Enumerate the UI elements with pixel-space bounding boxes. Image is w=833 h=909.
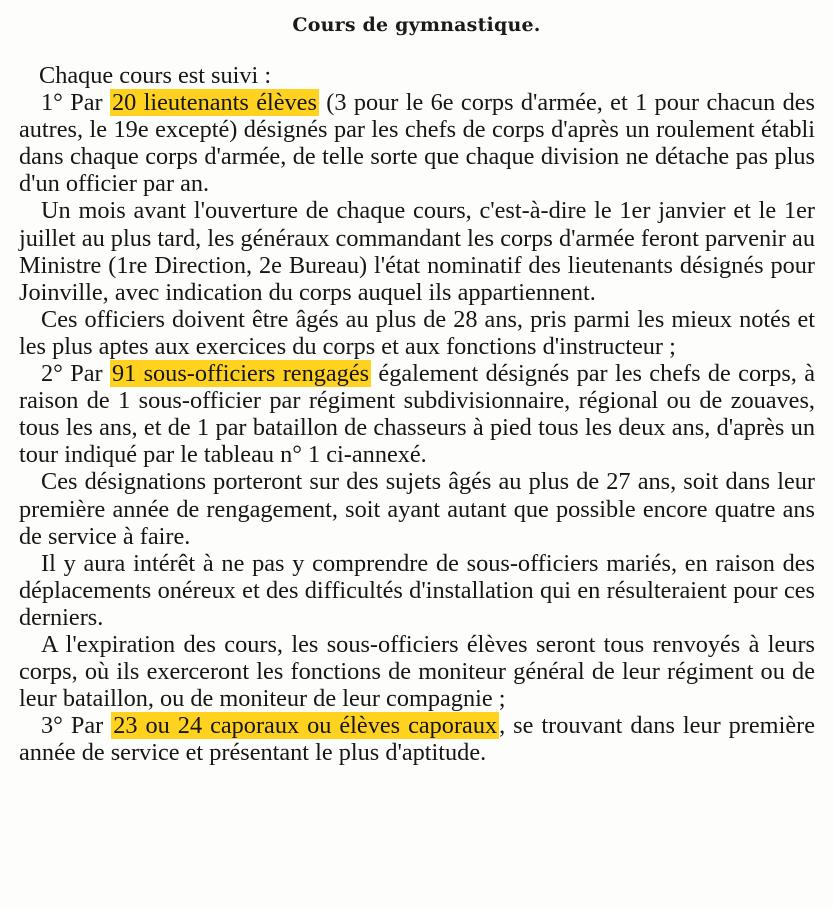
page-title: Cours de gymnastique.	[292, 14, 541, 36]
item-2-text: également désignés par les chefs de corps, à raison de 1 sous-officier par régiment subdivisionnaire, régional ou de zouaves, tous les ans, et de 1 par bataillon de chasseurs à pied tous les deux ans, d'après un tour indiqué par le tableau n° 1 ci-annexé.	[19, 360, 815, 469]
item-1-text: (3 pour le 6e corps d'armée, et 1 pour chacun des autres, le 19e excepté) désignés par les chefs de corps d'après un roulement établi dans chaque corps d'armée, de telle sorte que chaque division ne détache pas plus d'un officier par an.	[19, 89, 815, 198]
highlight-lieutenants: 20 lieutenants élèves	[111, 89, 317, 117]
paragraph-deadline: Un mois avant l'ouverture de chaque cours, c'est-à-dire le 1er janvier et le 1er juillet au plus tard, les généraux commandant les corps d'armée feront parvenir au Ministre (1re Direction, 2e Bureau) l'état nominatif des lieutenants désignés pour Joinville, avec indication du corps auquel ils appartiennent.	[19, 197, 815, 306]
paragraph-intro: Chaque cours est suivi :	[39, 62, 272, 89]
document-body	[19, 62, 815, 766]
item-3-text: , se trouvant dans leur première année de service et présentant le plus d'aptitude.	[19, 712, 815, 767]
paragraph-designations: Ces désignations porteront sur des sujets âgés au plus de 27 ans, soit dans leur première année de rengagement, soit ayant autant que possible encore quatre ans de service à faire.	[19, 468, 815, 550]
paragraph-married: Il y aura intérêt à ne pas y comprendre de sous-officiers mariés, en raison des déplacements onéreux et des difficultés d'installation qui en résulteraient pour ces derniers.	[19, 549, 815, 631]
highlight-sous-officiers: 91 sous-officiers rengagés	[111, 360, 370, 388]
paragraph-item-2	[19, 360, 815, 468]
item-3-prefix: 3° Par	[41, 712, 112, 740]
highlight-caporaux: 23 ou 24 caporaux ou élèves caporaux	[113, 712, 498, 740]
item-1-prefix: 1° Par	[41, 89, 110, 117]
paragraph-expiration: A l'expiration des cours, les sous-officiers élèves seront tous renvoyés à leurs corps, où ils exerceront les fonctions de moniteur général de leur régiment ou de leur bataillon, ou de moniteur de leur compagnie ;	[19, 630, 815, 713]
paragraph-item-3	[19, 712, 815, 766]
paragraph-item-1	[19, 89, 815, 197]
paragraph-officers-age: Ces officiers doivent être âgés au plus de 28 ans, pris parmi les mieux notés et les plus aptes aux exercices du corps et aux fonctions d'instructeur ;	[19, 305, 815, 360]
item-2-prefix: 2° Par	[41, 360, 110, 388]
